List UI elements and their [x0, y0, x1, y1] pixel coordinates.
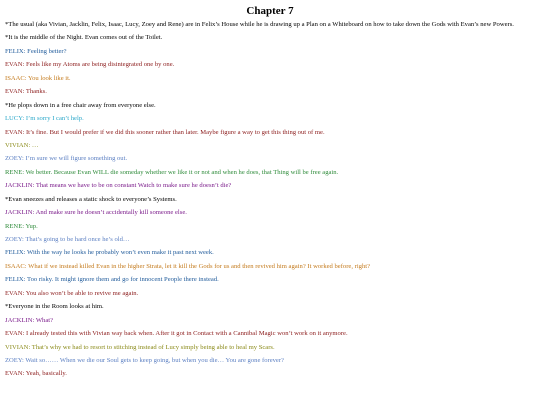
dialogue-line: *Evan sneezes and releases a static shock to everyone’s Systems. — [5, 195, 177, 203]
dialogue-line: ZOEY: That’s going to be hard once he’s old… — [5, 236, 130, 243]
dialogue-line: ZOEY: I’m sure we will figure something out. — [5, 155, 128, 163]
dialogue-line: JACKLIN: What? — [5, 316, 54, 324]
dialogue-line: EVAN: Yeah, basically. — [5, 370, 67, 378]
dialogue-body — [5, 21, 533, 384]
chapter-title: Chapter 7 — [246, 5, 294, 17]
dialogue-line: ISAAC: You look like it. — [5, 74, 71, 82]
dialogue-line: FELIX: Too risky. It might ignore them and go for innocent People there instead. — [5, 276, 219, 284]
dialogue-line: *It is the middle of the Night. Evan comes out of the Toilet. — [5, 34, 163, 42]
dialogue-line: ZOEY: Wait so…… When we die our Soul gets to keep going, but when you die… You are gone forever? — [5, 356, 284, 364]
dialogue-line: EVAN: You also won’t be able to revive me again. — [5, 289, 139, 297]
dialogue-line: FELIX: Feeling better? — [5, 47, 67, 55]
dialogue-line: RENE: We better. Because Evan WILL die someday whether we like it or not and when he does, that Thing will be free again. — [5, 168, 339, 176]
dialogue-line: *He plops down in a free chair away from everyone else. — [5, 101, 156, 109]
dialogue-line: VIVIAN: That’s why we had to resort to stitching instead of Lucy simply being able to heal my Scars. — [5, 343, 275, 351]
dialogue-line: FELIX: With the way he looks he probably won’t even make it past next week. — [5, 249, 214, 257]
dialogue-line: LUCY: I’m sorry I can’t help. — [5, 115, 84, 123]
dialogue-line: EVAN: Feels like my Atoms are being disintegrated one by one. — [5, 61, 175, 69]
dialogue-line: ISAAC: What if we instead killed Evan in the higher Strata, let it kill the Gods for us and then revived him again? It worked before, right? — [5, 262, 371, 270]
dialogue-line: VIVIAN: … — [5, 141, 39, 149]
dialogue-line: JACKLIN: That means we have to be on constant Watch to make sure he doesn’t die? — [5, 182, 232, 190]
dialogue-line: EVAN: It’s fine. But I would prefer if we did this sooner rather than later. Maybe figure a way to get this thing out of me. — [5, 128, 325, 136]
dialogue-line: *Everyone in the Room looks at him. — [5, 303, 104, 311]
dialogue-line: RENE: Yup. — [5, 222, 38, 230]
dialogue-line: EVAN: Thanks. — [5, 88, 47, 96]
dialogue-line: EVAN: I already tested this with Vivian way back when. After it got in Contact with a Cannibal Magic won’t work on it anymore. — [5, 330, 348, 338]
dialogue-line: JACKLIN: And make sure he doesn’t accidentally kill someone else. — [5, 209, 187, 217]
dialogue-line: *The usual (aka Vivian, Jacklin, Felix, Isaac, Lucy, Zoey and Rene) are in Felix’s House while he is drawing up a Plan on a Whiteboard on how to take down the Gods with Evan’s new Powers. — [5, 21, 514, 28]
